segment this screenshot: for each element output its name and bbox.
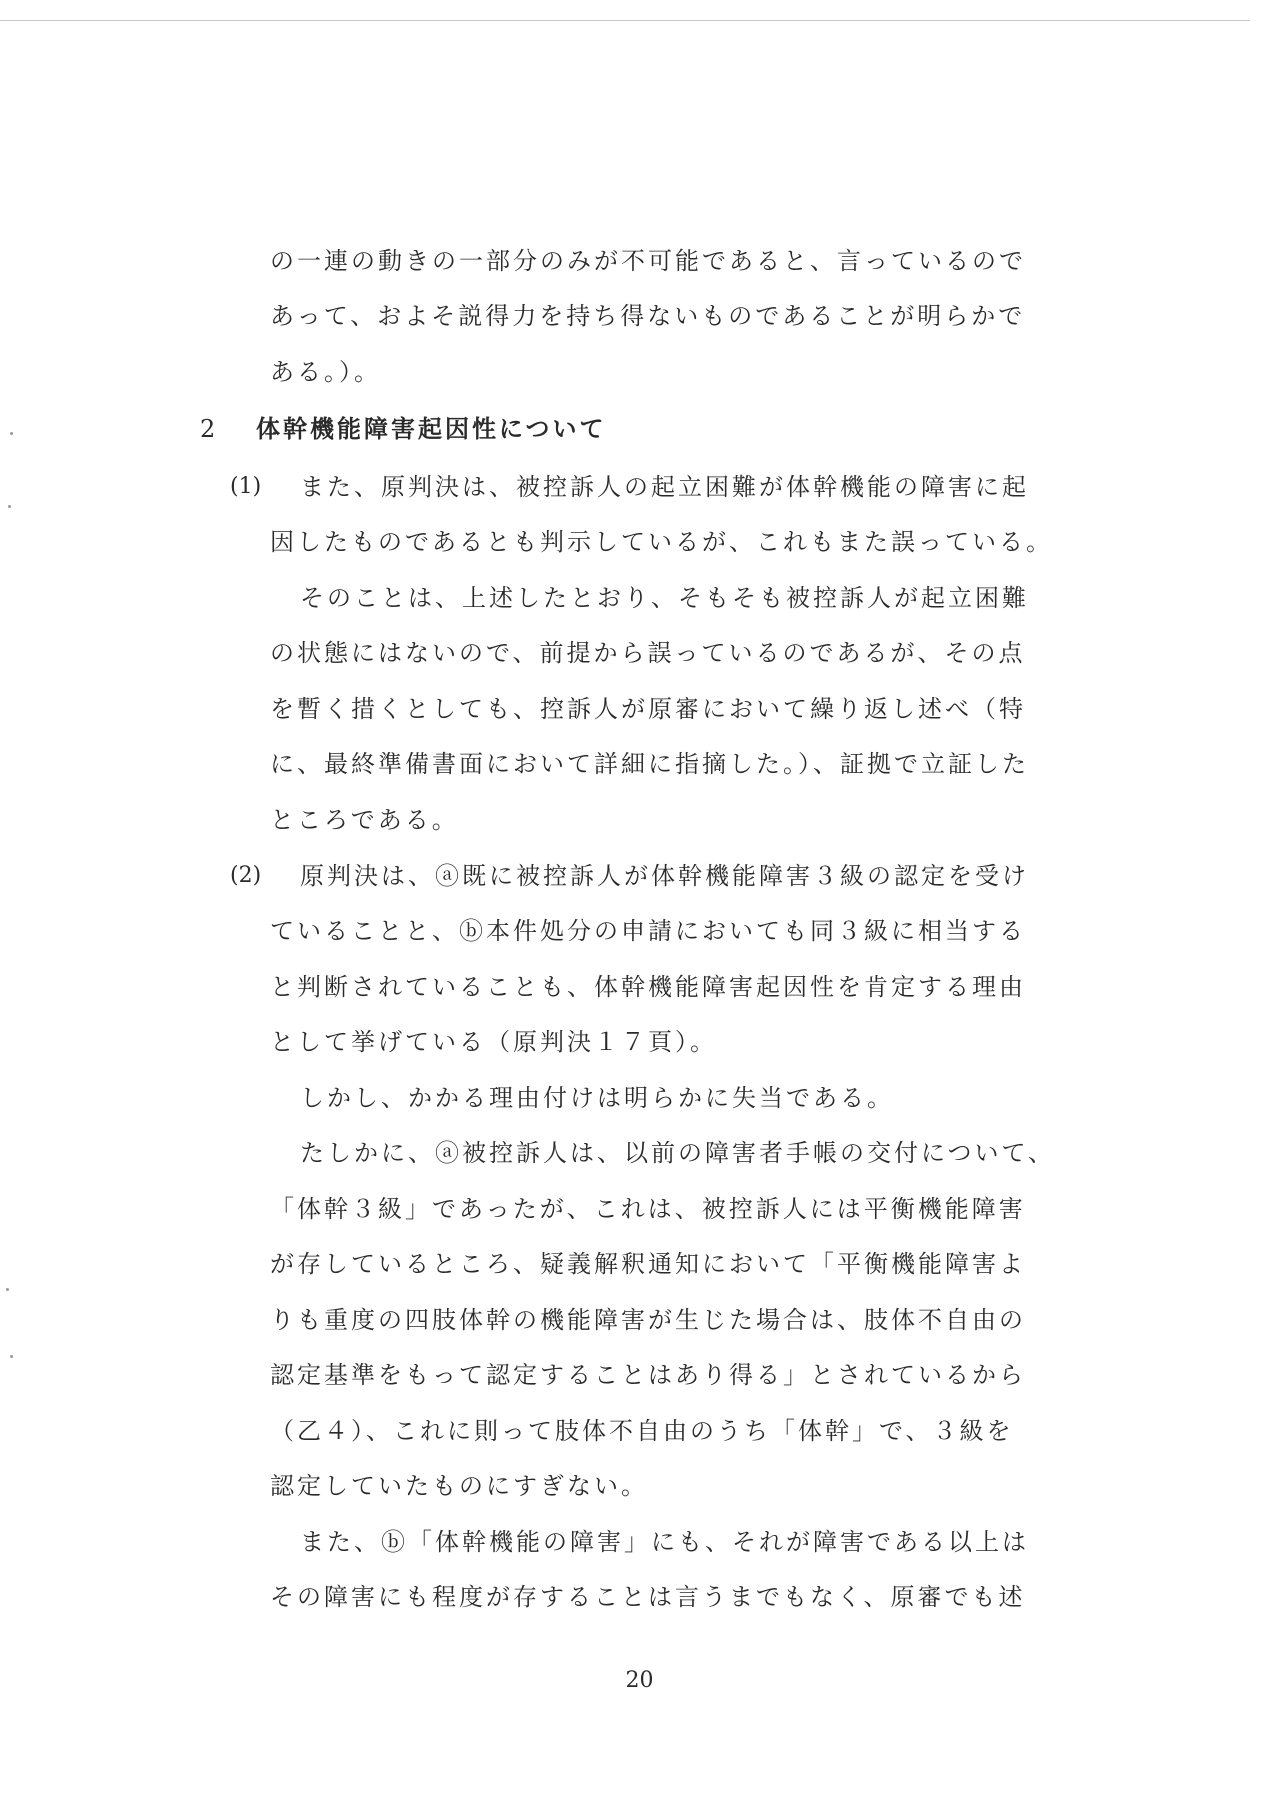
scan-speck — [8, 505, 11, 508]
body-line: 原判決は、ⓐ既に被控訴人が体幹機能障害３級の認定を受け — [300, 862, 1029, 890]
body-line: その障害にも程度が存することは言うまでもなく、原審でも述 — [270, 1583, 1026, 1611]
scan-speck — [6, 1288, 9, 1291]
body-line: 認定していたものにすぎない。 — [270, 1472, 648, 1500]
body-line: に、最終準備書面において詳細に指摘した。）、証拠で立証した — [270, 750, 1029, 778]
body-line: しかし、かかる理由付けは明らかに失当である。 — [300, 1084, 894, 1112]
body-line: として挙げている（原判決１７頁）。 — [270, 1028, 717, 1056]
body-line: また、ⓑ「体幹機能の障害」にも、それが障害である以上は — [300, 1528, 1029, 1556]
body-line: ところである。 — [270, 806, 459, 834]
scan-speck — [10, 1355, 13, 1358]
body-line: を暫く措くとしても、控訴人が原審において繰り返し述べ（特 — [270, 695, 1026, 723]
body-line: と判断されていることも、体幹機能障害起因性を肯定する理由 — [270, 973, 1026, 1001]
body-line: 認定基準をもって認定することはあり得る」とされているから — [270, 1361, 1026, 1389]
section-title: 体幹機能障害起因性について — [256, 414, 607, 443]
body-line: が存しているところ、疑義解釈通知において「平衡機能障害よ — [270, 1250, 1026, 1278]
body-line: あって、およそ説得力を持ち得ないものであることが明らかで — [270, 302, 1026, 330]
body-line: 因したものであるとも判示しているが、これもまた誤っている。 — [270, 528, 1053, 556]
top-scan-edge — [0, 20, 1250, 21]
body-line: の一連の動きの一部分のみが不可能であると、言っているので — [270, 247, 1026, 275]
body-line: 「体幹３級」であったが、これは、被控訴人には平衡機能障害 — [270, 1195, 1026, 1223]
body-line: ていることと、ⓑ本件処分の申請においても同３級に相当する — [270, 917, 1026, 945]
body-line: の状態にはないので、前提から誤っているのであるが、その点 — [270, 639, 1026, 667]
body-line: また、原判決は、被控訴人の起立困難が体幹機能の障害に起 — [300, 473, 1029, 501]
section-number: 2 — [200, 415, 216, 443]
body-line: （乙４）、これに則って肢体不自由のうち「体幹」で、３級を — [270, 1417, 1014, 1445]
paragraph-label: (1) — [230, 474, 262, 499]
paragraph-label: (2) — [230, 863, 262, 888]
body-line: そのことは、上述したとおり、そもそも被控訴人が起立困難 — [300, 584, 1029, 612]
body-line: ある。）。 — [270, 358, 381, 386]
body-line: たしかに、ⓐ被控訴人は、以前の障害者手帳の交付について、 — [300, 1139, 1056, 1167]
page-number: 20 — [625, 1668, 654, 1693]
scan-speck — [10, 432, 13, 435]
body-line: りも重度の四肢体幹の機能障害が生じた場合は、肢体不自由の — [270, 1306, 1026, 1334]
